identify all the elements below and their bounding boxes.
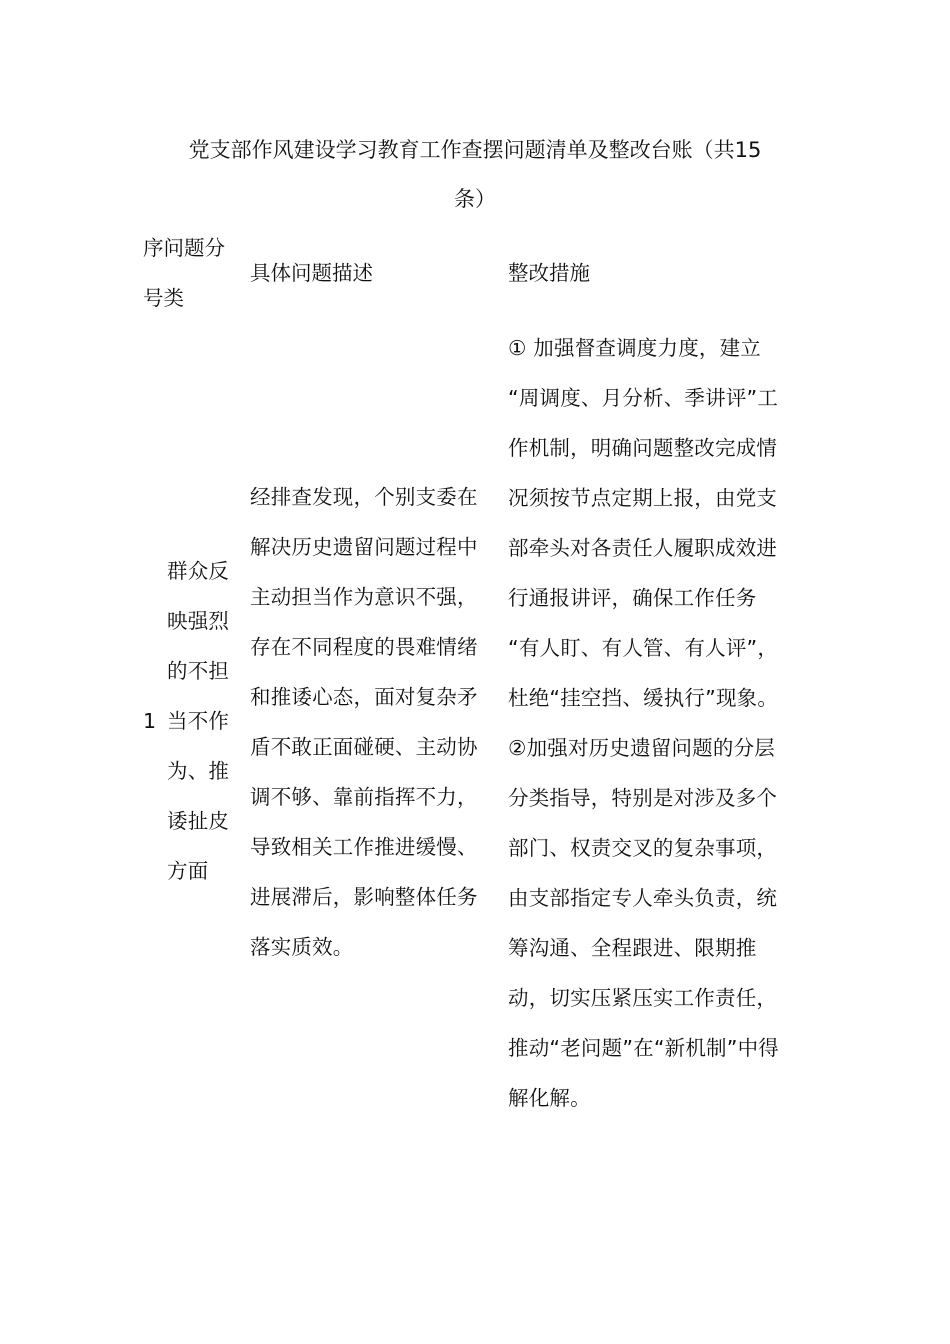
measures-line: 推动“老问题”在“新机制”中得	[508, 1036, 779, 1060]
measures-line: 由支部指定专人牵头负责，统	[508, 886, 778, 910]
category-line: 映强烈	[167, 609, 230, 633]
description-line: 存在不同程度的畏难情绪	[250, 635, 478, 659]
header-measures: 整改措施	[508, 261, 590, 285]
measures-line: 部门、权责交叉的复杂事项，	[508, 836, 778, 860]
header-index-category-line-2: 号类	[143, 286, 184, 310]
measures-line: 杜绝“挂空挡、缓执行”现象。	[508, 686, 779, 710]
description-line: 调不够、靠前指挥不力，	[250, 785, 478, 809]
description-line: 经排查发现，个别支委在	[250, 485, 478, 509]
document-title-line-1: 党支部作风建设学习教育工作查摆问题清单及整改台账（共15	[188, 138, 762, 162]
description-line: 进展滞后，影响整体任务	[250, 885, 478, 909]
measures-line: ① 加强督查调度力度，建立	[508, 336, 761, 360]
measures-line: 解化解。	[508, 1086, 591, 1110]
measures-line: 分类指导，特别是对涉及多个	[508, 786, 778, 810]
category-line: 诿扯皮	[167, 809, 230, 833]
measures-line: “有人盯、有人管、有人评”，	[508, 636, 779, 660]
category-line: 为、推	[167, 759, 230, 783]
document-title-line-2: 条）	[454, 187, 496, 211]
description-line: 和推诿心态，面对复杂矛	[250, 685, 478, 709]
category-line: 的不担	[167, 659, 230, 683]
header-index-category-line-1: 序问题分	[143, 236, 225, 260]
measures-line: 况须按节点定期上报，由党支	[508, 486, 778, 510]
description-line: 盾不敢正面碰硬、主动协	[250, 735, 478, 759]
measures-line: 筹沟通、全程跟进、限期推	[508, 936, 757, 960]
row-index: 1	[143, 709, 157, 733]
measures-line: 动，切实压紧压实工作责任，	[508, 986, 778, 1010]
measures-line: 部牵头对各责任人履职成效进	[508, 536, 778, 560]
description-line: 导致相关工作推进缓慢、	[250, 835, 478, 859]
category-line: 群众反	[167, 559, 230, 583]
description-line: 落实质效。	[250, 935, 354, 959]
category-line: 当不作	[167, 709, 230, 733]
description-line: 解决历史遗留问题过程中	[250, 535, 478, 559]
header-description: 具体问题描述	[250, 261, 373, 285]
description-line: 主动担当作为意识不强，	[250, 585, 478, 609]
measures-line: 行通报讲评，确保工作任务	[508, 586, 757, 610]
category-line: 方面	[167, 859, 209, 883]
measures-line: 作机制，明确问题整改完成情	[508, 436, 778, 460]
measures-line: ②加强对历史遗留问题的分层	[508, 736, 775, 760]
measures-line: “周调度、月分析、季讲评”工	[508, 386, 779, 410]
